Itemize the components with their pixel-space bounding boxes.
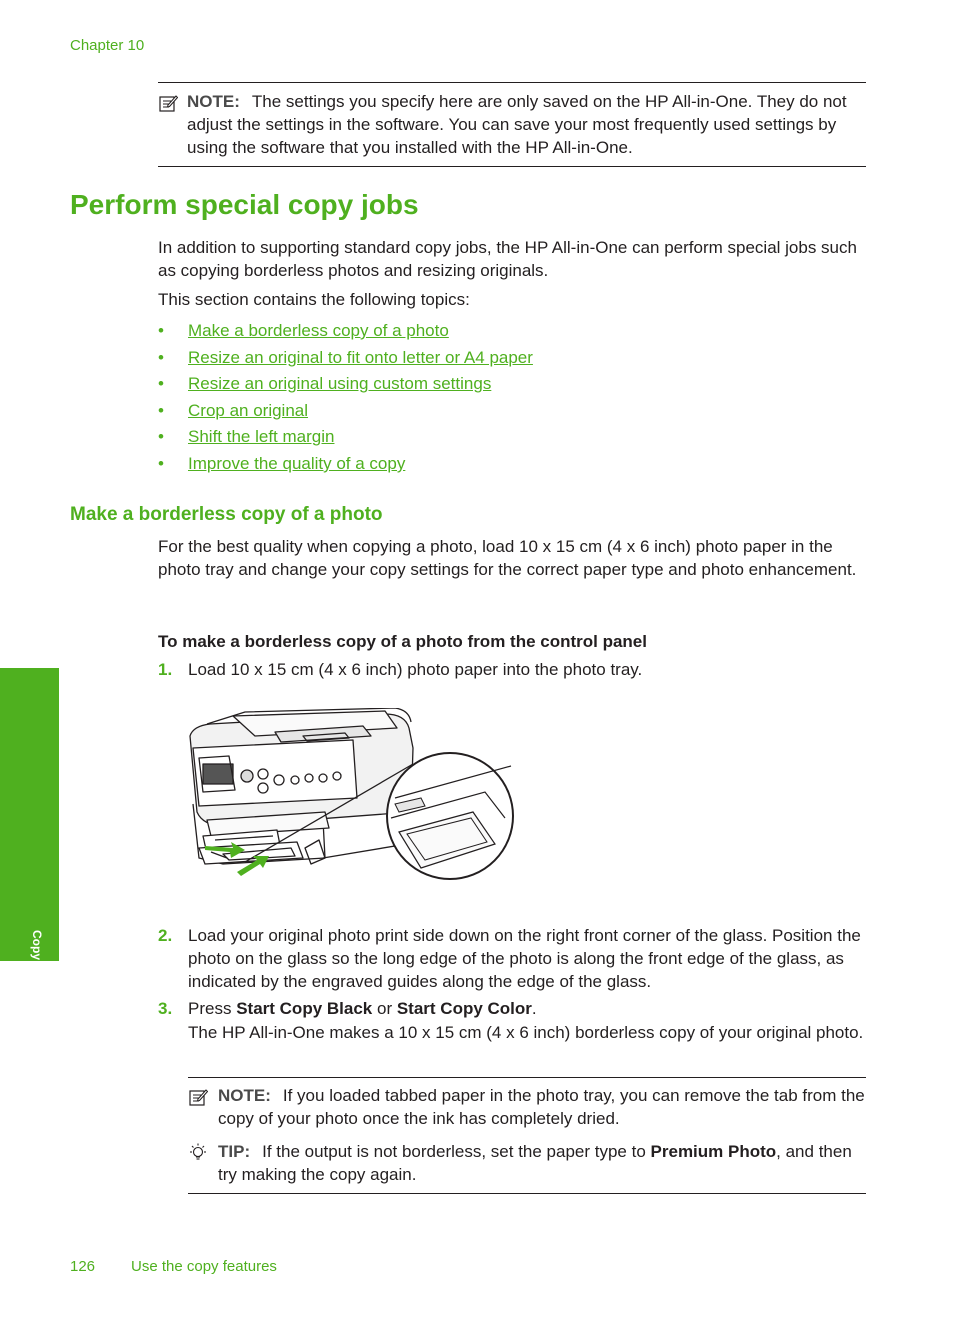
printer-illustration [185, 708, 520, 890]
step-text: Load your original photo print side down on the right front corner of the glass. Position the photo on the glass so the long edge of the photo is along the front edge of the glass, as indicated by the engraved guides along the edge of the glass. [188, 926, 861, 991]
bullet: • [158, 453, 164, 473]
note-text [218, 1084, 866, 1130]
topics-list [158, 319, 866, 479]
step-number: 1. [158, 660, 173, 679]
topic-link-improve-quality[interactable]: Improve the quality of a copy [188, 453, 406, 473]
start-copy-color-label: Start Copy Color [396, 999, 532, 1018]
note-icon [158, 90, 180, 118]
step-number: 3. [158, 999, 173, 1018]
section-title: Perform special copy jobs [70, 189, 419, 220]
note-tip-box [188, 1077, 866, 1194]
step-text-pre: Press [188, 999, 232, 1018]
step-text-mid: or [376, 999, 393, 1018]
bullet: • [158, 347, 164, 367]
list-item [158, 346, 866, 373]
note-text [187, 90, 866, 159]
step-number: 2. [158, 926, 173, 945]
section-intro: In addition to supporting standard copy jobs, the HP All-in-One can perform special jobs such as copying borderless photos and resizing originals. [158, 238, 857, 280]
side-tab [0, 668, 59, 961]
tip-body-pre: If the output is not borderless, set the paper type to [262, 1142, 646, 1161]
step-text [188, 997, 537, 1020]
tip-text [218, 1140, 866, 1186]
chapter-header: Chapter 10 [70, 37, 145, 54]
step-3-result: The HP All-in-One makes a 10 x 15 cm (4 x 6 inch) borderless copy of your original photo. [188, 1023, 864, 1042]
bullet: • [158, 427, 164, 447]
note-body: The settings you specify here are only saved on the HP All-in-One. They do not adjust the settings in the software. You can save your most frequently used settings by using the software that you installed with the HP All-in-One. [187, 92, 847, 157]
note-icon [188, 1084, 210, 1112]
premium-photo-label: Premium Photo [650, 1142, 777, 1161]
topic-link-shift-margin[interactable]: Shift the left margin [188, 427, 335, 447]
list-item [158, 319, 866, 346]
page-number: 126 [70, 1258, 96, 1275]
list-item [158, 425, 866, 452]
step-3 [158, 997, 866, 1020]
topic-link-resize-letter-a4[interactable]: Resize an original to fit onto letter or A4 paper [188, 347, 533, 367]
topic-link-resize-custom[interactable]: Resize an original using custom settings [188, 374, 492, 394]
bullet: • [158, 374, 164, 394]
tip-label: TIP: [218, 1142, 251, 1161]
side-tab-label: Copy [30, 930, 44, 960]
lightbulb-icon [188, 1140, 210, 1168]
list-item [158, 372, 866, 399]
topics-intro: This section contains the following topics: [158, 290, 470, 309]
step-2 [158, 924, 870, 993]
list-item [158, 452, 866, 479]
start-copy-black-label: Start Copy Black [236, 999, 373, 1018]
bullet: • [158, 321, 164, 340]
footer-section: Use the copy features [131, 1258, 277, 1275]
topic-link-crop[interactable]: Crop an original [188, 400, 309, 420]
note-label: NOTE: [218, 1086, 271, 1105]
subsection-title: Make a borderless copy of a photo [70, 504, 383, 525]
step-text: Load 10 x 15 cm (4 x 6 inch) photo paper into the photo tray. [188, 660, 643, 679]
tip-body-post: , and then try making the copy again. [218, 1142, 852, 1184]
note-box-top [158, 82, 866, 167]
bullet: • [158, 400, 164, 420]
procedure-title: To make a borderless copy of a photo from the control panel [158, 632, 647, 651]
note-body: If you loaded tabbed paper in the photo tray, you can remove the tab from the copy of your photo once the ink has completely dried. [218, 1086, 865, 1128]
topic-link-borderless[interactable]: Make a borderless copy of a photo [188, 321, 449, 340]
subsection-intro: For the best quality when copying a photo, load 10 x 15 cm (4 x 6 inch) photo paper in the photo tray and change your copy settings for the correct paper type and photo enhancement. [158, 537, 857, 579]
list-item [158, 399, 866, 426]
step-1 [158, 658, 866, 681]
note-label: NOTE: [187, 92, 240, 111]
step-text-post: . [531, 999, 537, 1018]
